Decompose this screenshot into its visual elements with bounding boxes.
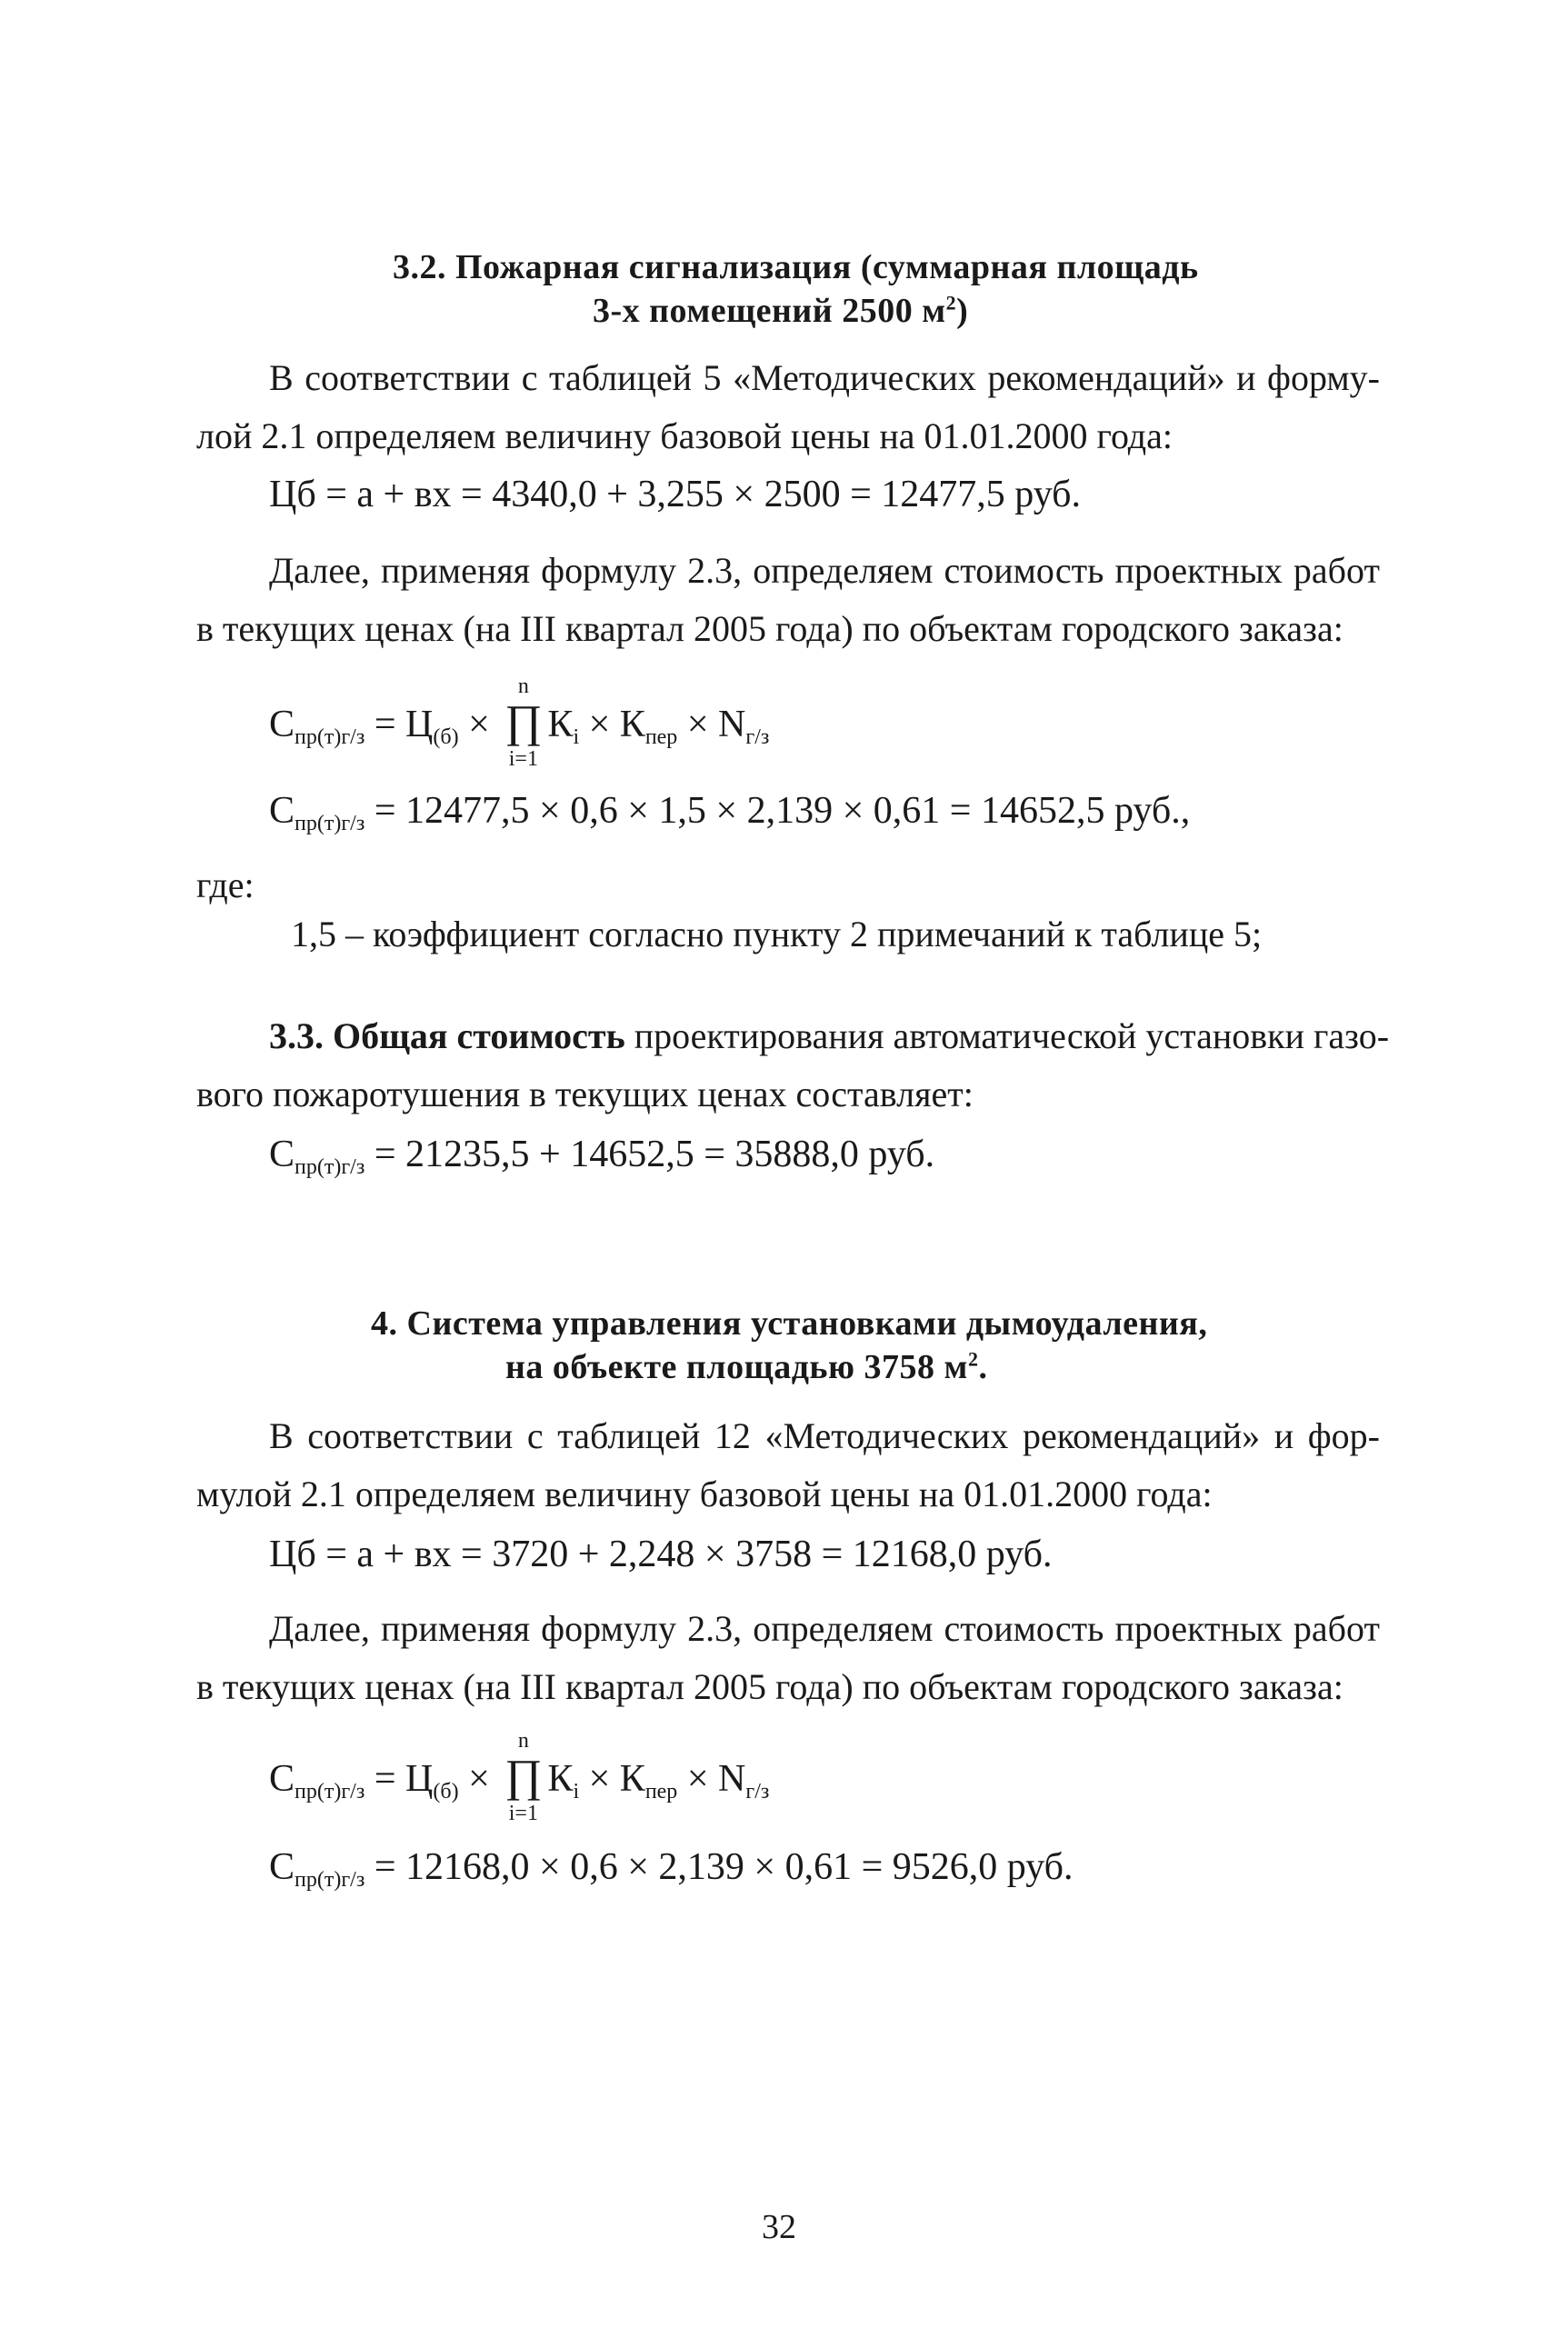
paragraph-line: В соответствии с таблицей 12 «Методических рекомендаций» и фор- <box>269 1415 1380 1456</box>
product-lower-limit: i=1 <box>508 747 538 771</box>
formula-kper: × К <box>579 1758 645 1800</box>
page-number: 32 <box>762 2208 796 2246</box>
section-heading-3-2-line1: 3.2. Пожарная сигнализация (суммарная площадь <box>393 248 1199 286</box>
product-symbol: ∏ <box>504 695 543 746</box>
general-cost-formula <box>269 674 770 771</box>
section-heading-4-line2 <box>505 1347 987 1387</box>
formula-cost-calc <box>269 789 1190 836</box>
heading-text: 3-х помещений 2500 м <box>593 292 946 330</box>
formula-n-subscript: г/з <box>745 1780 770 1803</box>
formula-cb-subscript: (б) <box>433 725 459 749</box>
formula-c: С <box>269 1134 295 1175</box>
formula-c-subscript: пр(т)г/з <box>295 725 365 749</box>
formula-eq: = Ц <box>365 704 434 745</box>
formula-c-subscript: пр(т)г/з <box>295 1780 365 1803</box>
paragraph-line: Далее, применяя формулу 2.3, определяем стоимость проектных работ <box>269 1608 1380 1649</box>
superscript: 2 <box>945 291 957 315</box>
product-operator <box>504 674 543 771</box>
paragraph-line: В соответствии с таблицей 5 «Методических рекомендаций» и форму- <box>269 357 1380 398</box>
formula-c: С <box>269 1846 295 1888</box>
formula-base-price: Цб = а + вх = 4340,0 + 3,255 × 2500 = 12477,5 руб. <box>269 474 1082 515</box>
paragraph-line: в текущих ценах (на III квартал 2005 года) по объектам городского заказа: <box>196 1666 1343 1707</box>
heading-close: . <box>978 1348 988 1386</box>
paragraph-line: Далее, применяя формулу 2.3, определяем стоимость проектных работ <box>269 550 1380 591</box>
formula-rhs: = 21235,5 + 14652,5 = 35888,0 руб. <box>365 1134 935 1175</box>
formula-n: × N <box>677 1758 746 1800</box>
paragraph-line: лой 2.1 определяем величину базовой цены на 01.01.2000 года: <box>196 415 1174 456</box>
formula-rhs: = 12477,5 × 0,6 × 1,5 × 2,139 × 0,61 = 14652,5 руб., <box>365 790 1191 832</box>
paragraph-text: проектирования автоматической установки газо- <box>624 1015 1390 1056</box>
bold-heading: 3.3. Общая стоимость <box>269 1015 625 1056</box>
formula-c: С <box>269 1758 295 1800</box>
formula-c-subscript: пр(т)г/з <box>295 1155 365 1179</box>
formula-n: × N <box>677 704 746 745</box>
product-upper-limit: n <box>517 1729 529 1753</box>
formula-k: К <box>547 1758 574 1800</box>
paragraph-line: в текущих ценах (на III квартал 2005 года) по объектам городского заказа: <box>196 608 1343 649</box>
formula-times: × <box>458 704 500 745</box>
product-symbol: ∏ <box>504 1750 543 1801</box>
formula-times: × <box>458 1758 500 1800</box>
formula-c: С <box>269 790 295 832</box>
formula-eq: = Ц <box>365 1758 434 1800</box>
paragraph-line: вого пожаротушения в текущих ценах составляет: <box>196 1074 974 1114</box>
formula-kper-subscript: пер <box>644 725 678 749</box>
paragraph-line: мулой 2.1 определяем величину базовой цены на 01.01.2000 года: <box>196 1474 1213 1514</box>
where-label: где: <box>196 864 255 905</box>
heading-close: ) <box>956 292 969 330</box>
formula-k-subscript: i <box>573 725 580 749</box>
formula-rhs: = 12168,0 × 0,6 × 2,139 × 0,61 = 9526,0 руб. <box>365 1846 1074 1888</box>
formula-c-subscript: пр(т)г/з <box>295 812 365 835</box>
note-coefficient: 1,5 – коэффициент согласно пункту 2 примечаний к таблице 5; <box>291 914 1263 954</box>
formula-cb-subscript: (б) <box>433 1780 459 1803</box>
product-operator <box>504 1729 543 1825</box>
formula-n-subscript: г/з <box>745 725 770 749</box>
formula-base-price: Цб = а + вх = 3720 + 2,248 × 3758 = 12168,0 руб. <box>269 1534 1053 1575</box>
formula-c-subscript: пр(т)г/з <box>295 1868 365 1892</box>
product-lower-limit: i=1 <box>508 1802 538 1825</box>
product-upper-limit: n <box>517 674 529 698</box>
formula-k: К <box>547 704 574 745</box>
general-cost-formula <box>269 1729 770 1825</box>
formula-cost-calc <box>269 1845 1074 1893</box>
section-heading-4-line1: 4. Система управления установками дымоудаления, <box>371 1304 1208 1343</box>
formula-c: С <box>269 704 295 745</box>
formula-kper: × К <box>579 704 645 745</box>
paragraph-line-3-3 <box>269 1014 1390 1057</box>
formula-total <box>269 1133 934 1180</box>
superscript: 2 <box>967 1347 979 1371</box>
formula-kper-subscript: пер <box>644 1780 678 1803</box>
section-heading-3-2-line2 <box>593 291 968 331</box>
formula-k-subscript: i <box>573 1780 580 1803</box>
heading-text: на объекте площадью 3758 м <box>505 1348 968 1386</box>
